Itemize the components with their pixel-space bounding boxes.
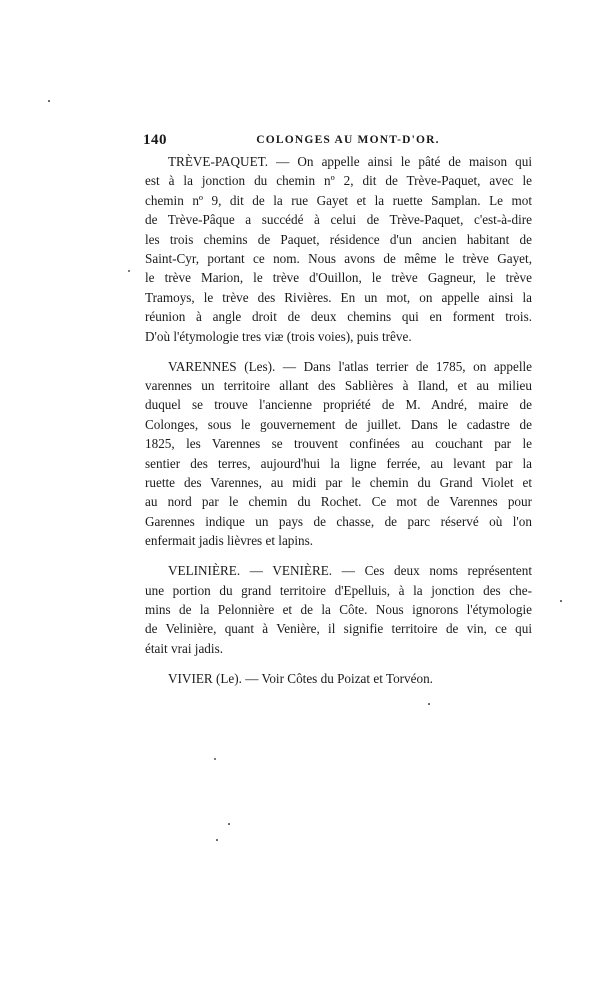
text-line: VARENNES (Les). — Dans l'atlas terrier de 1785, on appelle [168, 358, 532, 374]
text-line: VIVIER (Le). — Voir Côtes du Poizat et Torvéon. [168, 670, 433, 686]
text-line: Saint-Cyr, portant ce nom. Nous avons de même le trève Gayet, [145, 251, 532, 267]
running-title: COLONGES AU MONT-D'OR. [256, 134, 440, 146]
text-line: est à la jonction du chemin nº 2, dit de Trève-Paquet, avec le [145, 173, 532, 189]
text-line: Colonges, sous le gouvernement de juillet. Dans le cadastre de [145, 416, 532, 432]
text-line: de Trève-Pâque a succédé à celui de Trève-Paquet, c'est-à-dire [145, 212, 532, 228]
text-line: de Velinière, quant à Venière, il signifie territoire de vin, ce qui [145, 621, 532, 637]
text-line: sentier des terres, aujourd'hui la ligne ferrée, au levant par la [145, 455, 532, 471]
scan-speck [428, 703, 430, 705]
scan-speck [214, 758, 216, 760]
text-line: Garennes indique un pays de chasse, de parc réservé où l'on [145, 513, 532, 529]
text-line: Tramoys, le trève des Rivières. En un mot, on appelle ainsi la [145, 289, 532, 305]
page-header [143, 132, 533, 152]
body-text [145, 152, 532, 688]
text-line: TRÈVE-PAQUET. — On appelle ainsi le pâté de maison qui [168, 154, 532, 169]
text-line: le trève Marion, le trève d'Ouillon, le trève Gagneur, le trève [145, 270, 532, 286]
text-line: une portion du grand territoire d'Epelluis, à la jonction des che- [145, 582, 532, 598]
text-line: 1825, les Varennes se trouvent confinées au couchant par le [145, 436, 532, 452]
entry-varennes [145, 357, 532, 551]
text-line: était vrai jadis. [145, 640, 223, 656]
text-line: D'où l'étymologie tres viæ (trois voies), puis trêve. [145, 328, 412, 344]
entry-treve-paquet [145, 152, 532, 346]
entry-veliniere [145, 561, 532, 658]
text-line: au nord par le chemin du Rochet. Ce mot de Varennes pour [145, 494, 532, 510]
text-line: chemin nº 9, dit de la rue Gayet et la ruette Samplan. Le mot [145, 192, 532, 208]
text-line: réunion à angle droit de deux chemins qui en forment trois. [145, 309, 532, 325]
text-line: enfermait jadis lièvres et lapins. [145, 533, 314, 549]
scan-speck [216, 839, 218, 841]
entry-vivier [145, 669, 532, 688]
text-line: duquel se trouve l'ancienne propriété de M. André, maire de [145, 397, 532, 413]
text-line: les trois chemins de Paquet, résidence d'un ancien habitant de [145, 231, 532, 247]
scan-speck [128, 270, 130, 272]
text-line: ruette des Varennes, au midi par le chemin du Grand Violet et [145, 475, 532, 490]
text-line: varennes un territoire allant des Sablières à Iland, et au milieu [145, 377, 532, 393]
page-number: 140 [143, 132, 167, 148]
text-line: VELINIÈRE. — VENIÈRE. — Ces deux noms représentent [168, 563, 532, 579]
scan-speck [228, 823, 230, 825]
scan-speck [48, 100, 50, 102]
scan-speck [560, 600, 562, 602]
text-line: mins de la Pelonnière et de la Côte. Nous ignorons l'étymologie [145, 601, 532, 617]
